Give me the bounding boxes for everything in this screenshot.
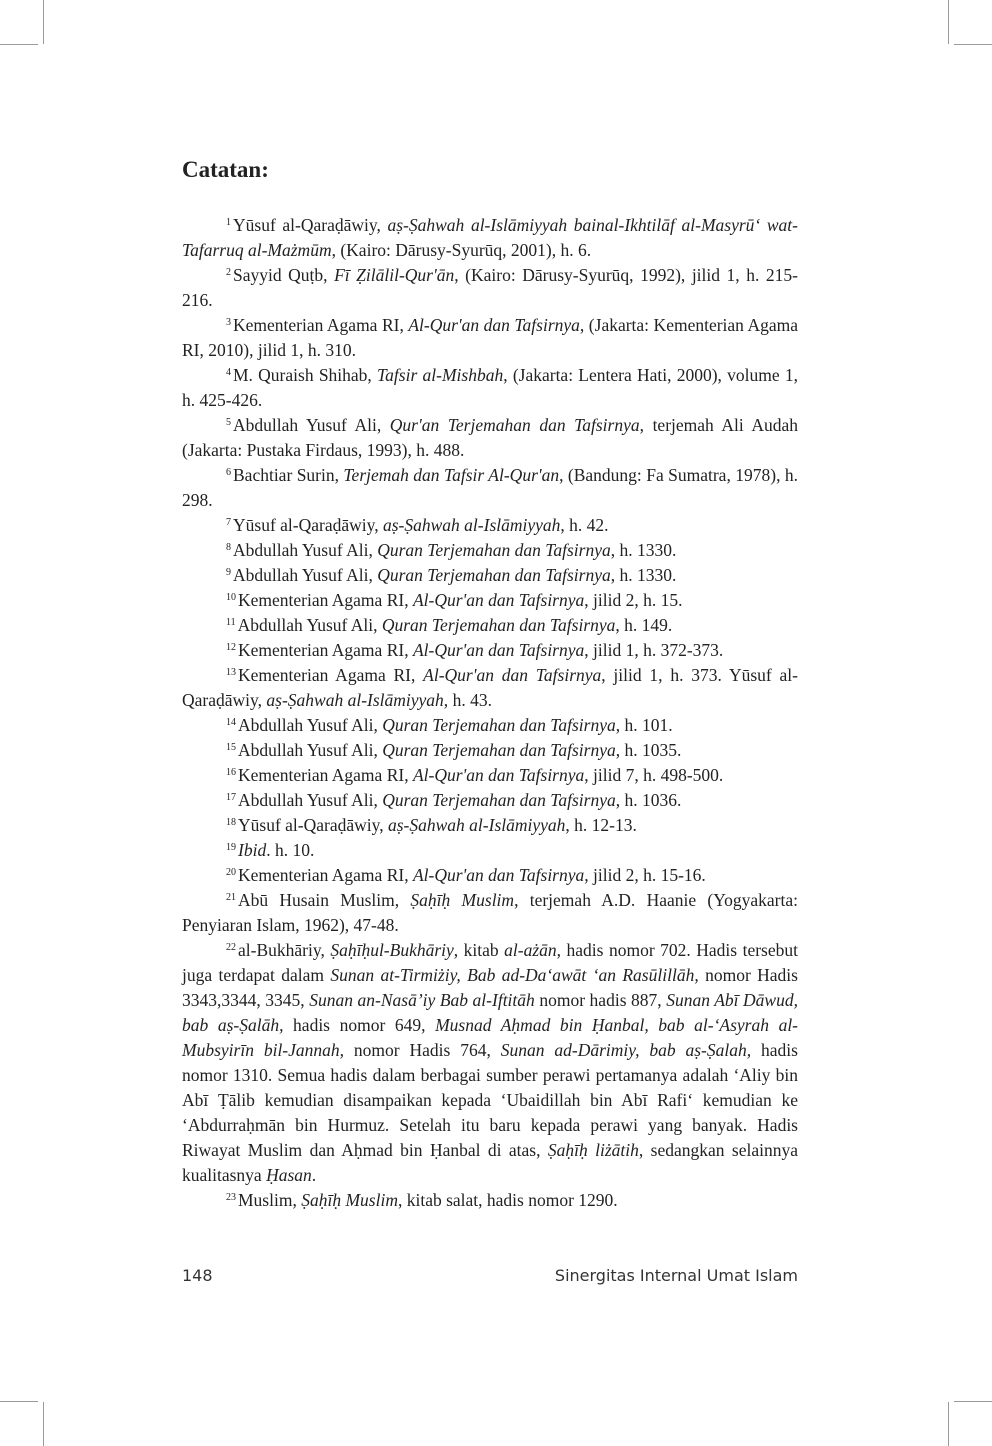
endnote-text: Abdullah Yusuf Ali, (233, 415, 390, 435)
endnote-italic-title: Ṣaḥīḥ Muslim (410, 890, 515, 910)
endnote-italic-title: Quran Terjemahan dan Tafsirnya (382, 740, 616, 760)
endnote-italic-title: Quran Terjemahan dan Tafsirnya (382, 790, 616, 810)
endnote (182, 513, 798, 538)
endnote (182, 888, 798, 938)
endnote-text: . h. 10. (266, 840, 315, 860)
endnote-italic-title: al-ażān (504, 940, 557, 960)
endnote-italic-title: Sunan at-Tirmiżiy, Bab ad-Da‘awāt ‘an Rasūlillāh, (330, 965, 699, 985)
endnote-number: 9 (226, 567, 231, 578)
page-footer (182, 1266, 798, 1285)
endnote-text: , h. 149. (615, 615, 673, 635)
crop-mark-top-right-horizontal (954, 44, 992, 45)
endnote-text: Abdullah Yusuf Ali, (233, 565, 378, 585)
crop-mark-bottom-left-vertical (43, 1402, 44, 1446)
endnote-italic-title: Tafsir al-Mishbah (377, 365, 504, 385)
endnote-text: M. Quraish Shihab, (233, 365, 378, 385)
endnote (182, 638, 798, 663)
crop-mark-top-left-horizontal (0, 44, 38, 45)
endnote-text: nomor Hadis 3343,3344, 3345, (182, 965, 798, 1010)
endnote (182, 363, 798, 413)
endnote-number: 22 (226, 942, 236, 953)
endnote-italic-title: Quran Terjemahan dan Tafsirnya (377, 565, 611, 585)
endnote-italic-title: Fī Ẓilālil-Qur'ān (334, 265, 455, 285)
endnote-text: Yūsuf al-Qaraḍāwiy, (238, 815, 388, 835)
endnotes-list (182, 213, 798, 1213)
endnote-text: , jilid 1, h. 372-373. (584, 640, 724, 660)
endnote-number: 5 (226, 417, 231, 428)
endnote (182, 813, 798, 838)
endnote (182, 613, 798, 638)
endnote-text: Kementerian Agama RI, (233, 315, 409, 335)
page-heading: Catatan: (182, 157, 269, 182)
endnote-text: h. 43. (448, 690, 492, 710)
endnote-number: 15 (226, 742, 236, 753)
endnote-italic-title: Sunan Abī Dāwud, bab aṣ-Ṣalāh, (182, 990, 798, 1035)
endnote-italic-title: aṣ-Ṣahwah al-Islāmiyyah, (266, 690, 449, 710)
endnote-number: 11 (226, 617, 236, 628)
endnote-number: 3 (226, 317, 231, 328)
endnote-text: Kementerian Agama RI, (238, 765, 413, 785)
endnote (182, 313, 798, 363)
endnote-text: Abdullah Yusuf Ali, (238, 715, 383, 735)
endnote-text: Abdullah Yusuf Ali, (238, 790, 383, 810)
endnote-text: , jilid 7, h. 498-500. (584, 765, 724, 785)
endnote-text: Sayyid Quṭb, (233, 265, 335, 285)
endnote-text: Muslim, (238, 1190, 302, 1210)
endnote-number: 14 (226, 717, 236, 728)
endnote (182, 1188, 798, 1213)
endnote-text: , (Bandung: Fa Sumatra, 1978), h. 298. (182, 465, 798, 510)
endnote-italic-title: Al-Qur'an dan Tafsirnya (412, 865, 585, 885)
endnote-number: 19 (226, 842, 236, 853)
endnote-number: 23 (226, 1192, 236, 1203)
endnote-text: Kementerian Agama RI, (238, 665, 424, 685)
endnote (182, 838, 798, 863)
endnote-text: nomor Hadis 764, (344, 1040, 501, 1060)
endnote-text: , jilid 2, h. 15-16. (584, 865, 706, 885)
endnote-text: , jilid 1, h. 373. Yūsuf al-Qaraḍāwiy, (182, 665, 798, 710)
endnote-italic-title: Al-Qur'an dan Tafsirnya (408, 315, 580, 335)
endnote-text: Bachtiar Surin, (233, 465, 344, 485)
endnote (182, 538, 798, 563)
endnote-text: nomor hadis 887, (534, 990, 667, 1010)
endnote-text: Abdullah Yusuf Ali, (237, 615, 382, 635)
endnote-italic-title: Ṣaḥīḥ Muslim (301, 1190, 398, 1210)
endnote-number: 10 (226, 592, 236, 603)
endnote-italic-title: aṣ-Ṣahwah al-Islāmiyyah bainal-Ikhtilāf al-Masyrū‘ wat-Tafarruq al-Mażmūm (182, 215, 798, 260)
endnote-text: , h. 101. (615, 715, 673, 735)
endnote-italic-title: Al-Qur'an dan Tafsirnya (423, 665, 602, 685)
endnote (182, 713, 798, 738)
endnote-italic-title: aṣ-Ṣahwah al-Islāmiyyah (388, 815, 566, 835)
endnote-text: , h. 1035. (615, 740, 682, 760)
endnote-text: . (311, 1165, 317, 1185)
endnote (182, 263, 798, 313)
endnote (182, 863, 798, 888)
endnote-italic-title: Ibid (238, 840, 267, 860)
endnote-italic-title: Quran Terjemahan dan Tafsirnya (382, 715, 616, 735)
running-book-title: Sinergitas Internal Umat Islam (554, 1266, 798, 1285)
endnote-text: , h. 1330. (610, 540, 677, 560)
endnote-italic-title: Quran Terjemahan dan Tafsirnya (381, 615, 616, 635)
endnote-text: , hadis nomor 702. Hadis tersebut juga terdapat dalam (182, 940, 799, 985)
crop-mark-top-left-vertical (43, 0, 44, 44)
endnote (182, 788, 798, 813)
endnote-text: hadis nomor 649, (283, 1015, 436, 1035)
endnote-text: al-Bukhāriy, (238, 940, 331, 960)
endnote (182, 763, 798, 788)
endnote-number: 16 (226, 767, 236, 778)
endnote-italic-title: Al-Qur'an dan Tafsirnya (412, 590, 585, 610)
endnote-text: , terjemah A.D. Haanie (Yogyakarta: Penyiaran Islam, 1962), 47-48. (182, 890, 798, 935)
endnote-number: 6 (226, 467, 231, 478)
endnote-italic-title: Ṣaḥīḥ liżātih (547, 1140, 639, 1160)
endnote-number: 21 (226, 892, 236, 903)
endnote-text: , terjemah Ali Audah (Jakarta: Pustaka Firdaus, 1993), h. 488. (182, 415, 798, 460)
endnote-italic-title: Terjemah dan Tafsir Al-Qur'an (343, 465, 560, 485)
crop-mark-top-right-vertical (948, 0, 949, 44)
endnote-text: , (Kairo: Dārusy-Syurūq, 2001), h. 6. (331, 240, 592, 260)
endnote-text: Yūsuf al-Qaraḍāwiy, (233, 215, 388, 235)
endnote-italic-title: Sunan ad-Dārimiy, bab aṣ-Ṣalah, (500, 1040, 752, 1060)
endnote-text: , (Jakarta: Kementerian Agama RI, 2010), jilid 1, h. 310. (182, 315, 798, 360)
endnote-text: hadis nomor 1310. Semua hadis dalam berbagai sumber perawi pertamanya adalah ‘Aliy bin Abī Ṭālib kemudian disampaikan kepada ‘Ubaidillah bin Abī Rafi‘ kemudian ke ‘Abdurraḥmān bin Hurmuz. Setelah itu baru kepada perawi yang banyak. Hadis Riwayat Muslim dan Aḥmad bin Ḥanbal di atas, (182, 1040, 798, 1160)
endnote-text: , (Jakarta: Lentera Hati, 2000), volume 1, h. 425-426. (182, 365, 798, 410)
endnote (182, 588, 798, 613)
endnote-text: Abdullah Yusuf Ali, (233, 540, 378, 560)
endnote-number: 7 (226, 517, 231, 528)
page-number: 148 (182, 1266, 213, 1285)
endnote-text: Abū Husain Muslim, (238, 890, 411, 910)
endnote-text: , h. 1330. (610, 565, 677, 585)
endnote-text: Kementerian Agama RI, (238, 590, 413, 610)
endnote-number: 8 (226, 542, 231, 553)
endnote-text: , h. 42. (560, 515, 609, 535)
endnote-text: Kementerian Agama RI, (238, 640, 413, 660)
endnote-text: , (Kairo: Dārusy-Syurūq, 1992), jilid 1, h. 215-216. (182, 265, 798, 310)
endnote-number: 1 (226, 217, 231, 228)
endnote (182, 938, 798, 1188)
endnote-number: 17 (226, 792, 236, 803)
endnote-number: 18 (226, 817, 236, 828)
endnote-italic-title: Quran Terjemahan dan Tafsirnya (377, 540, 611, 560)
endnote (182, 463, 798, 513)
endnote-text: , kitab salat, hadis nomor 1290. (397, 1190, 618, 1210)
endnote-italic-title: Qur'an Terjemahan dan Tafsirnya (389, 415, 640, 435)
endnote-text: , sedangkan selainnya kualitasnya (182, 1140, 799, 1185)
endnote-italic-title: Musnad Aḥmad bin Ḥanbal, bab al-‘Asyrah al-Mubsyirīn bil-Jannah, (182, 1015, 799, 1060)
endnote (182, 738, 798, 763)
endnote-text: Yūsuf al-Qaraḍāwiy, (233, 515, 383, 535)
endnote-number: 12 (226, 642, 236, 653)
endnote-text: , h. 1036. (615, 790, 682, 810)
endnote-number: 2 (226, 267, 231, 278)
endnote-italic-title: Sunan an-Nasā’iy Bab al-Iftitāh (309, 990, 535, 1010)
crop-mark-bottom-right-horizontal (954, 1401, 992, 1402)
endnote-text: Abdullah Yusuf Ali, (238, 740, 383, 760)
endnote (182, 413, 798, 463)
endnote-text: Kementerian Agama RI, (238, 865, 413, 885)
endnote-italic-title: Al-Qur'an dan Tafsirnya (412, 640, 585, 660)
endnote (182, 213, 798, 263)
endnote-italic-title: Ḥasan (266, 1165, 312, 1185)
endnote-italic-title: aṣ-Ṣahwah al-Islāmiyyah (383, 515, 561, 535)
endnote-italic-title: Ṣaḥīḥul-Bukhāriy (330, 940, 454, 960)
endnote-text: , h. 12-13. (565, 815, 637, 835)
endnote (182, 563, 798, 588)
endnote-text: , kitab (453, 940, 505, 960)
crop-mark-bottom-right-vertical (948, 1402, 949, 1446)
endnote-text: , jilid 2, h. 15. (584, 590, 683, 610)
endnote-italic-title: Al-Qur'an dan Tafsirnya (412, 765, 585, 785)
endnote-number: 13 (226, 667, 236, 678)
endnote-number: 4 (226, 367, 231, 378)
endnote (182, 663, 798, 713)
crop-mark-bottom-left-horizontal (0, 1401, 38, 1402)
endnote-number: 20 (226, 867, 236, 878)
